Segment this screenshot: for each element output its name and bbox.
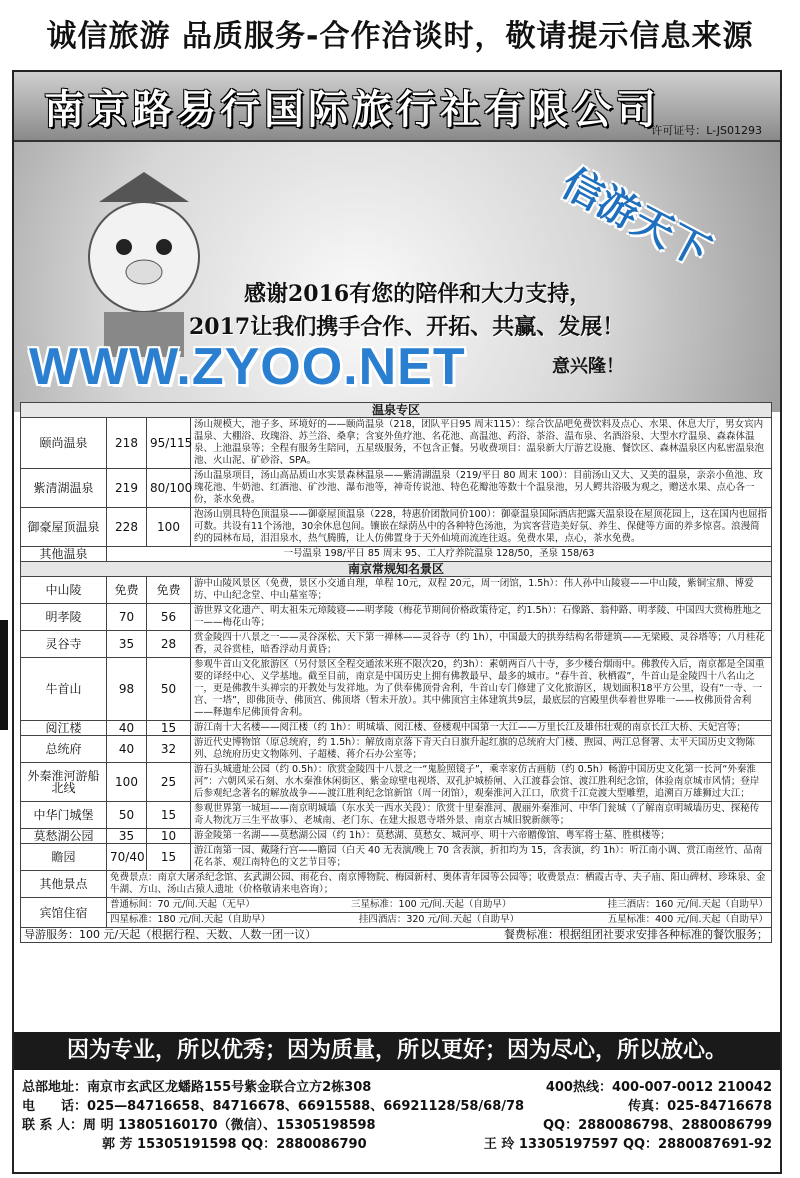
table-row	[21, 721, 772, 736]
row-group-price: 28	[147, 631, 191, 658]
hotel-three-hotel: 挂三酒店：160 元/间.天起（自助早）	[607, 899, 768, 910]
row-group-price: 50	[147, 658, 191, 721]
row-name: 阅江楼	[21, 721, 107, 736]
company-title: 南京路易行国际旅行社有限公司	[44, 87, 660, 133]
row-group-price: 10	[147, 829, 191, 844]
fax: 传真：025-84716678	[628, 1099, 772, 1114]
stamp-slogan: 信游天下	[554, 160, 718, 277]
hotel-row-2	[107, 913, 772, 928]
row-price: 219	[107, 469, 147, 508]
row-price: 100	[107, 763, 147, 802]
contact-person-1[interactable]: 联 系 人：周 明 13805160170（微信）、15305198598	[22, 1118, 376, 1133]
row-price: 35	[107, 631, 147, 658]
row-desc: 汤山温泉项目，汤山高品质山水实景森林温泉——紫清湖温泉（219/平日 80 周末 100）：目前汤山又大、又美的温泉，亲亲小鱼池、玫瑰花池、牛奶池、红酒池、矿沙池、瀑布池等，神奇传说池、特色花瓣池等数十个温泉池，另人鳄共浴吸为观之，赠送水果、点心各一份，茶水免费。	[191, 469, 772, 508]
price-table	[20, 402, 772, 943]
website-tail-text: 意兴隆！	[552, 356, 624, 377]
license-number: 许可证号：L-JS01293	[651, 124, 762, 137]
table-row-guide	[21, 928, 772, 943]
table-row	[21, 658, 772, 721]
row-group-price: 15	[147, 802, 191, 829]
guide-text: 导游服务：100 元/天起（根据行程、天数、人数一团一议）	[24, 928, 317, 941]
thanks-line-2: 2017让我们携手合作、开拓、共赢、发展！	[189, 314, 625, 340]
row-name: 瞻园	[21, 844, 107, 871]
hotel-three-star: 三星标准：100 元/间.天起（自助早）	[351, 899, 512, 910]
row-desc: 泡汤山别具特色顶温泉——御豪屋顶温泉（228，特惠价团散同价100）：御豪温泉国际酒店把露天温泉设在屋顶花园上，这在国内也屈指可数。共设有11个汤池，30余休息包间。镶嵌在绿荫丛中的各种特色汤池，为宾客营造美好氛、养生、保健等方面的养多惊喜。浪漫简约的园林布局，泪泪泉水，热气腾腾，让人仿佛置身于天外仙境而流连往返。免费水果，点心，茶水免费。	[191, 508, 772, 547]
phone[interactable]: 电 话：025—84716658、84716678、66915588、66921128/58/68/78	[22, 1099, 525, 1114]
row-name: 中山陵	[21, 577, 107, 604]
row-desc: 游江南第一园、戴隆行宫——瞻园（白天 40 无表演/晚上 70 含表演，折扣均为 15，含表演，约 1h）：听江南小调、赏江南丝竹、品南花名茶、观江南特色的文艺节目等；	[191, 844, 772, 871]
row-group-price: 25	[147, 763, 191, 802]
row-desc: 汤山规模大，池子多、环境好的——颐尚温泉（218，团队平日95 周末115）：综合饮品吧免费饮料及点心、水果、休息大厅，男女宾内温泉、大棚浴、玫瑰浴、苏兰浴、桑拿；含宴外鱼疗池、名花池、高温池、药浴、茶浴、温布泉、名酒浴泉、大型水疗温泉、森森体温泉、上池温泉等；全程有服务生陪同，五星级服务，不包含正餐。另收费项目：温泉新大厅游艺设施、餐饮区、森林温泉区内私密温泉泡池、火山泥、矿砂浴、SPA。	[191, 418, 772, 469]
table-row	[21, 844, 772, 871]
row-price: 免费	[107, 577, 147, 604]
row-desc: 游江南十大名楼——阅江楼（约 1h）：明城墙、阅江楼、登楼观中国第一大江——万里长江及雄伟壮观的南京长江大桥、天妃宫等；	[191, 721, 772, 736]
table-row	[21, 577, 772, 604]
hotel-four-star: 四星标准：180 元/间.天起（自助早）	[110, 914, 271, 925]
edge-marker	[0, 620, 8, 730]
row-desc: 赏金陵四十八景之一——灵谷深松、天下第一禅林——灵谷寺（约 1h），中国最大的拱券结构名带建筑——无梁殿、灵谷塔等；八月桂花香，灵谷赏桂，暗香浮动月黄昏；	[191, 631, 772, 658]
table-row	[21, 736, 772, 763]
row-name: 其他景点	[21, 871, 107, 898]
row-price: 228	[107, 508, 147, 547]
row-name: 明孝陵	[21, 604, 107, 631]
row-name: 中华门城堡	[21, 802, 107, 829]
qq-1[interactable]: QQ：2880086798、2880086799	[542, 1118, 772, 1133]
row-desc: 游中山陵风景区（免费，景区小交通自理，单程 10元，双程 20元，周一闭馆，1.5h）：伟人孙中山陵寝——中山陵，紫铜宝鼎、博爱坊、中山纪念堂、中山墓室等；	[191, 577, 772, 604]
meal-text: 餐费标准：根据组团社要求安排各种标准的餐饮服务；	[504, 928, 768, 941]
hotel-label: 宾馆住宿	[21, 898, 107, 928]
row-name: 其他温泉	[21, 547, 107, 562]
row-desc: 游世界文化遗产、明太祖朱元璋陵寝——明孝陵（梅花节期间价格政策待定，约1.5h）：石像路、翁仲路、明孝陵、中国四大赏梅胜地之一——梅花山等；	[191, 604, 772, 631]
row-desc: 游近代史博物馆（原总统府，约 1.5h）：解放南京落下青天白日旗升起红旗的总统府大门楼、煦园、两江总督署、太平天国历史文物陈列、总统府历史文物陈列、子超楼、蒋介石办公室等；	[191, 736, 772, 763]
row-group-price: 免费	[147, 577, 191, 604]
hotel-five-star: 五星标准：400 元/间.天起（自助早）	[607, 914, 768, 925]
row-price: 98	[107, 658, 147, 721]
row-group-price: 15	[147, 844, 191, 871]
row-name: 紫清湖温泉	[21, 469, 107, 508]
hotel-four-hotel: 挂四酒店：320 元/间.天起（自助早）	[358, 914, 520, 925]
row-desc: 参观世界第一城垣——南京明城墙（东水关一西水关段）：欣赏十里秦淮河、靓丽外秦淮河、中华门瓮城（了解南京明城墙历史、探秘传奇人物沈万三生平故事）、老城南、老门东、在建大报恩寺塔外景、南京古城旧貌新颜等；	[191, 802, 772, 829]
row-price: 70	[107, 604, 147, 631]
row-desc: 游金陵第一名湖——莫愁湖公园（约 1h）：莫愁湖、莫愁女、城河亭、明十六帝贈像馆、粤军将士墓、胜棋楼等；	[191, 829, 772, 844]
row-name: 灵谷寺	[21, 631, 107, 658]
thanks-line-1: 感谢2016有您的陪伴和大力支持，	[244, 281, 592, 307]
table-row	[21, 631, 772, 658]
contact-person-2[interactable]: 郭 芳 15305191598 QQ：2880086790	[102, 1137, 367, 1152]
contact-person-3[interactable]: 王 玲 13305197597 QQ：2880087691-92	[483, 1137, 772, 1152]
banner-image	[14, 142, 780, 412]
table-row	[21, 508, 772, 547]
row-desc: 一号温泉 198/平日 85 周末 95、工人疗养院温泉 128/50，圣泉 158/63	[107, 547, 772, 562]
row-name: 外秦淮河游船北线	[21, 763, 107, 802]
hotel-row-1	[107, 898, 772, 913]
table-row-hotel	[21, 898, 772, 913]
row-desc: 游石头城遗址公园（约 0.5h）：欣赏金陵四十八景之一“鬼脸照镜子”，乘幸家仿古画舫（约 0.5h）畅游中国历史文化第一长河“外秦淮河”：六朝风采石刻、水木秦淮休闲街区、紫金琼壁电视塔、双孔护城桥闸、入江渡暮会馆、渡江胜利纪念馆，体验南京城市风情；登岸后参观纪念著名的解放战争——渡江胜利纪念馆新馆（周一闭馆），观秦淮河入江口，欣赏千江竞渡大型雕塑，追溯百万雄狮过大江；	[191, 763, 772, 802]
table-row	[21, 763, 772, 802]
row-group-price: 15	[147, 721, 191, 736]
row-price: 70/40	[107, 844, 147, 871]
row-name: 颐尚温泉	[21, 418, 107, 469]
ad-frame	[12, 70, 782, 1174]
section-scenic: 南京常规知名景区	[21, 562, 772, 577]
row-price: 218	[107, 418, 147, 469]
section-hot-spring: 温泉专区	[21, 403, 772, 418]
table-row	[21, 469, 772, 508]
row-name: 牛首山	[21, 658, 107, 721]
table-row	[21, 547, 772, 562]
table-row	[21, 871, 772, 898]
website-url[interactable]: WWW.ZYOO.NET	[29, 338, 466, 396]
guide-row	[21, 928, 772, 943]
hotel-standard: 普通标间：70 元/间.天起（无早）	[110, 899, 255, 910]
row-group-price: 100	[147, 508, 191, 547]
row-price: 35	[107, 829, 147, 844]
row-desc: 免费景点：南京大屠杀纪念馆、玄武湖公园、雨花台、南京博物院、梅园新村、奥体青年园等公园等；收费景点：栖霞古寺、夫子庙、阳山碑材、珍珠泉、金牛湖、方山、汤山古猿人遗址（价格敬请来电咨询）；	[107, 871, 772, 898]
table-row	[21, 604, 772, 631]
row-group-price: 95/115	[147, 418, 191, 469]
top-slogan-banner: 诚信旅游 品质服务-合作洽谈时，敬请提示信息来源	[46, 19, 754, 54]
row-price: 40	[107, 721, 147, 736]
header-bar	[14, 72, 780, 142]
row-group-price: 32	[147, 736, 191, 763]
row-name: 总统府	[21, 736, 107, 763]
table-row-hotel	[21, 913, 772, 928]
table-row	[21, 802, 772, 829]
address: 总部地址：南京市玄武区龙蟠路155号紫金联合立方2栋308	[22, 1080, 372, 1095]
table-row	[21, 829, 772, 844]
row-name: 御豪屋顶温泉	[21, 508, 107, 547]
row-name: 莫愁湖公园	[21, 829, 107, 844]
row-group-price: 56	[147, 604, 191, 631]
contact-block	[22, 1078, 772, 1154]
row-price: 50	[107, 802, 147, 829]
row-group-price: 80/100	[147, 469, 191, 508]
row-desc: 参观牛首山文化旅游区（另付景区全程交通浓米班不限次20，约3h）：素朝两百八十寺，多少楼台烟雨中。佛教传入后，南京都是全国重要的译经中心、义学基地。截至目前，南京是中国历史上拥有佛教最早、最多的城市。“春牛首、秋栖霞”，牛首山是金陵四十八名山之一，更是佛教牛头禅宗的开教处与发祥地。为了供奉佛顶骨舍利，牛首山专门修建了文化旅游区，规划面积18平方公里，设有“一寺、一宫、一塔”，即佛顶寺、佛顶宫、佛顶塔（暂未开放）。其中佛顶宫主体建筑共9层，最底层的宫殿里供奉着世界唯一——枚佛顶骨舍利——释迦牟尼佛顶骨舍利。	[191, 658, 772, 721]
hotline[interactable]: 400热线：400-007-0012 210042	[545, 1080, 772, 1095]
bottom-slogan: 因为专业，所以优秀；因为质量，所以更好；因为尽心，所以放心。	[14, 1032, 780, 1070]
table-row	[21, 418, 772, 469]
row-price: 40	[107, 736, 147, 763]
